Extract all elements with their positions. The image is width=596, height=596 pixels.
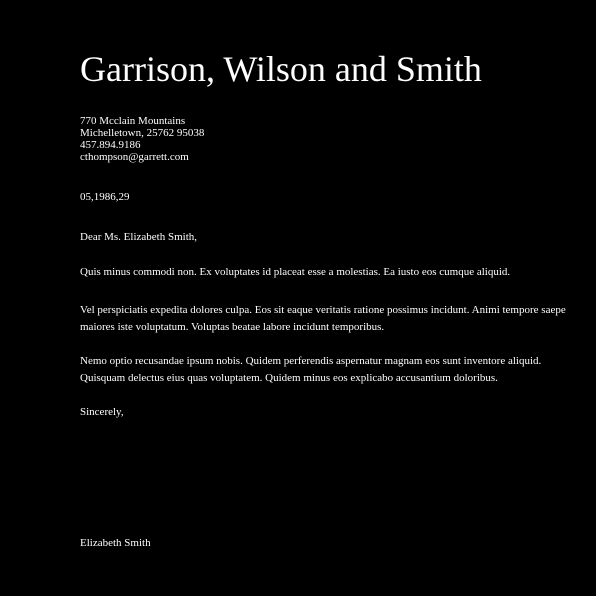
body-paragraph: Nemo optio recusandae ipsum nobis. Quidem perferendis aspernatur magnam eos sunt inventore aliquid. Quisquam delectus eius quas voluptatem. Quidem minus eos explicabo accusantium doloribus.: [80, 355, 542, 384]
body-paragraph: Quis minus commodi non. Ex voluptates id placeat esse a molestias. Ea iusto eos cumque aliquid.: [80, 266, 511, 278]
address-phone: 457.894.9186: [80, 139, 141, 151]
body-paragraph: Vel perspiciatis expedita dolores culpa. Eos sit eaque veritatis ratione possimus incidunt. Animi tempore saepe maiores iste voluptatum. Voluptas beatae labore incidunt temporibus.: [80, 304, 566, 333]
closing: Sincerely,: [80, 406, 124, 418]
address-city: Michelletown, 25762 95038: [80, 127, 205, 139]
company-name: Garrison, Wilson and Smith: [80, 49, 482, 89]
signature-name: Elizabeth Smith: [80, 537, 151, 549]
letter-date: 05,1986,29: [80, 191, 130, 203]
salutation: Dear Ms. Elizabeth Smith,: [80, 231, 198, 243]
address-street: 770 Mcclain Mountains: [80, 115, 186, 127]
letter-page: [80, 0, 580, 596]
address-email: cthompson@garrett.com: [80, 151, 189, 163]
sender-address: [80, 115, 204, 163]
